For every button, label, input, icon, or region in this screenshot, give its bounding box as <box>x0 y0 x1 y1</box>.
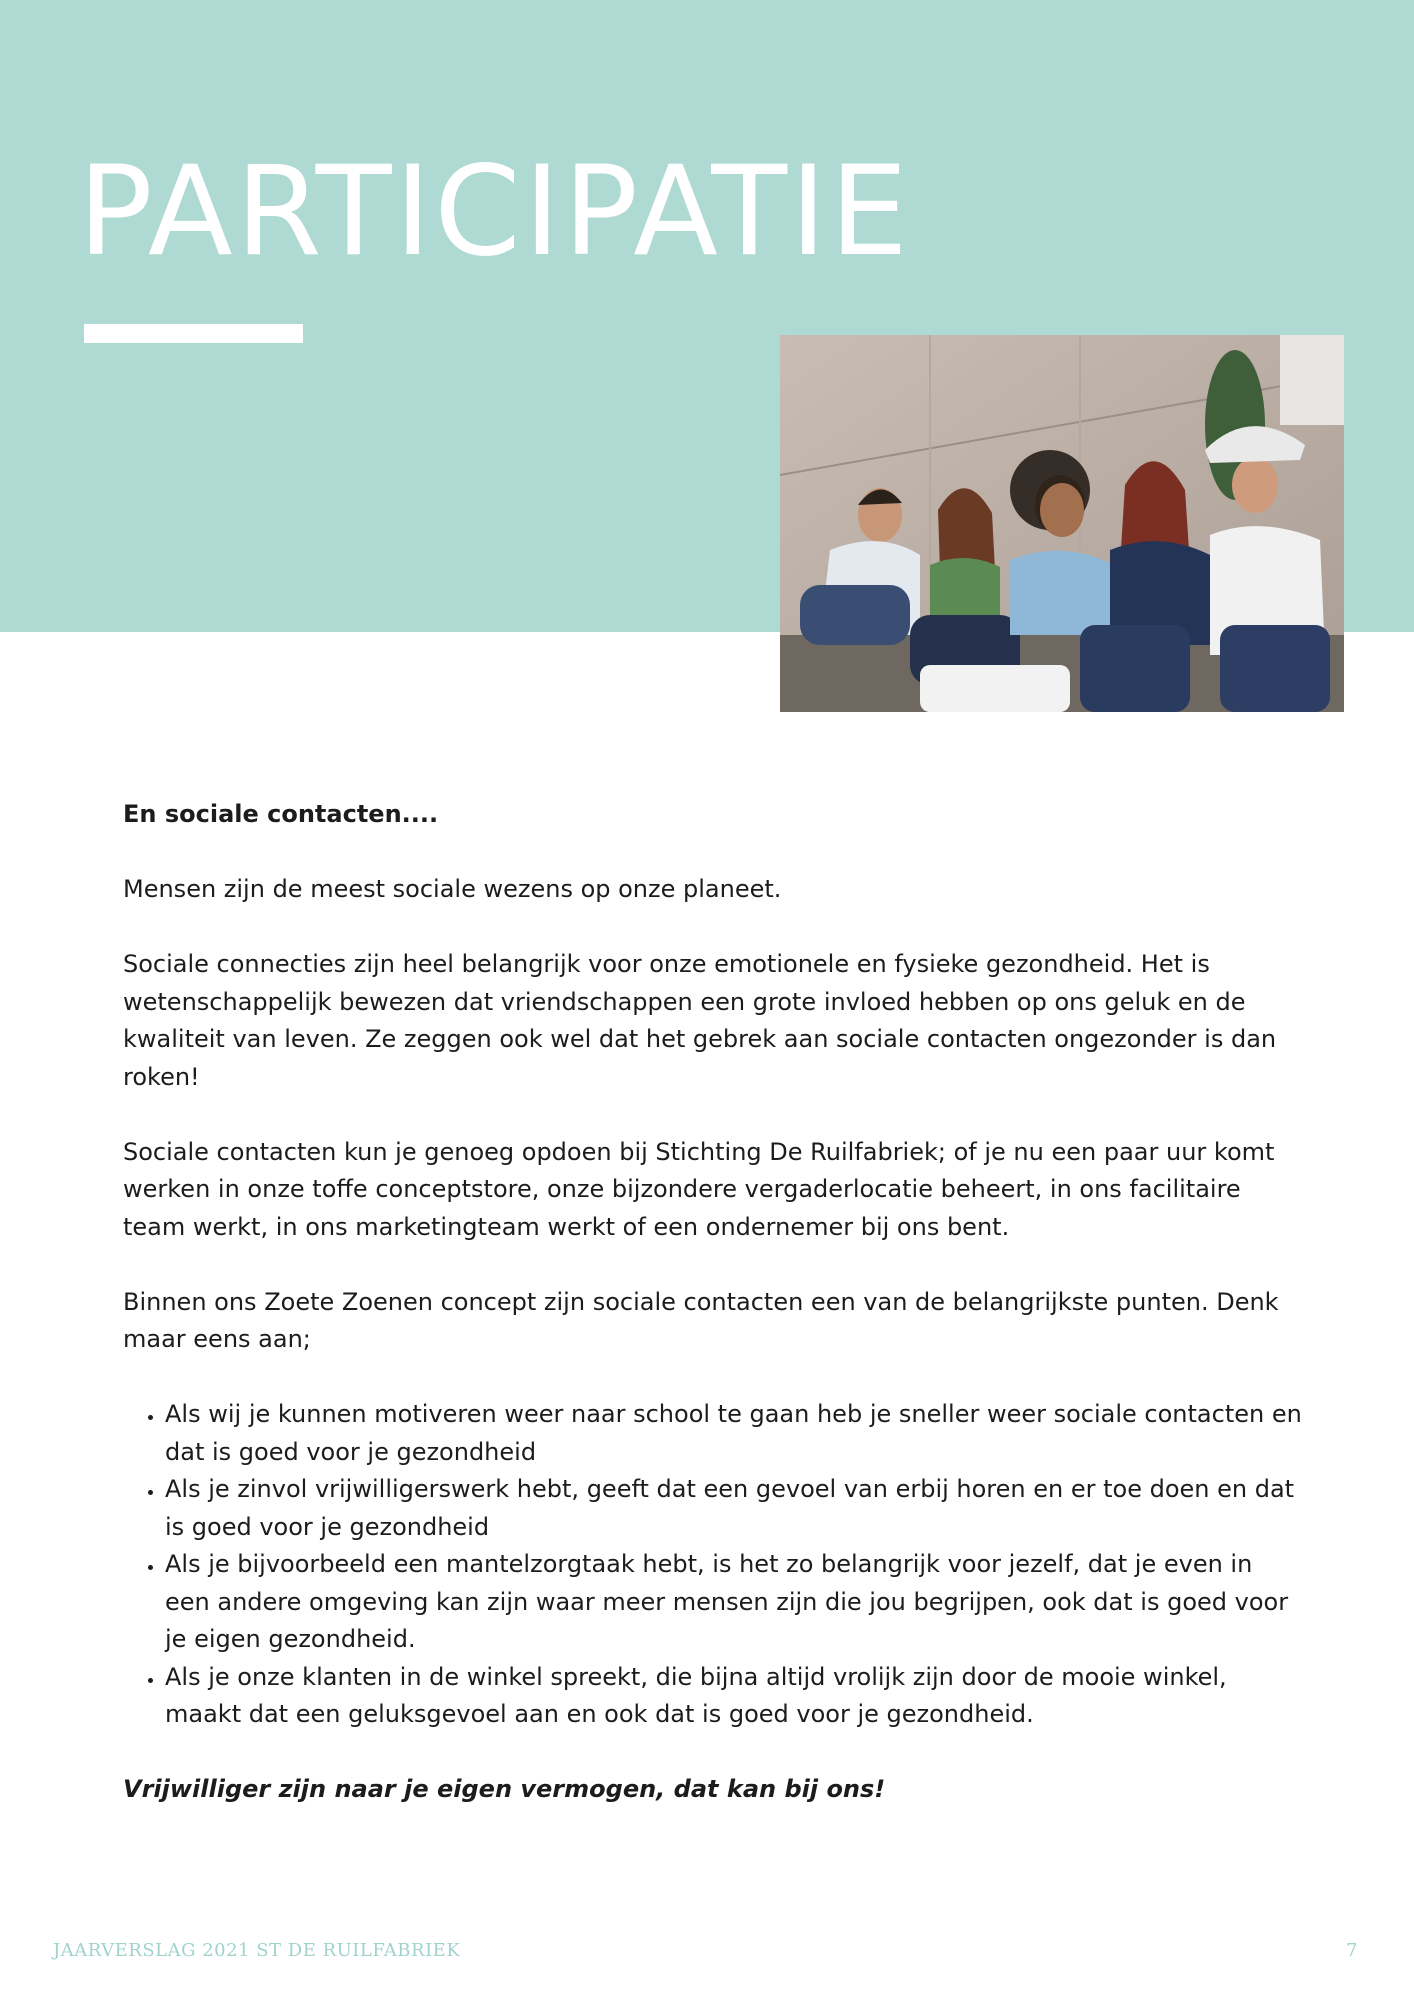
list-item: • Als je bijvoorbeeld een mantelzorgtaak hebt, is het zo belangrijk voor jezelf, dat je even in een andere omgeving kan zijn waar meer mensen zijn die jou begrijpen, ook dat is goed voor je eigen gezondheid. <box>165 1546 1303 1659</box>
list-item: • Als je zinvol vrijwilligerswerk hebt, geeft dat een gevoel van erbij horen en er toe doen en dat is goed voor je gezondheid <box>165 1471 1303 1546</box>
footer-title: JAARVERSLAG 2021 ST DE RUILFABRIEK <box>53 1940 461 1961</box>
title-underline <box>84 324 303 343</box>
paragraph: Sociale contacten kun je genoeg opdoen bij Stichting De Ruilfabriek; of je nu een paar uur komt werken in onze toffe conceptstore, onze bijzondere vergaderlocatie beheert, in ons facilitaire team werkt, in ons marketingteam werkt of een ondernemer bij ons bent. <box>123 1137 1275 1241</box>
group-photo <box>780 335 1344 712</box>
bullet-list <box>123 1396 1303 1734</box>
list-item: • Als wij je kunnen motiveren weer naar school te gaan heb je sneller weer sociale contacten en dat is goed voor je gezondheid <box>165 1396 1303 1471</box>
paragraph: Binnen ons Zoete Zoenen concept zijn sociale contacten een van de belangrijkste punten. Denk maar eens aan; <box>123 1287 1279 1353</box>
page-number: 7 <box>1346 1940 1358 1961</box>
body-text <box>123 796 1303 1846</box>
list-item: • Als je onze klanten in de winkel spreekt, die bijna altijd vrolijk zijn door de mooie winkel, maakt dat een geluksgevoel aan en ook dat is goed voor je gezondheid. <box>165 1659 1303 1734</box>
paragraph: Mensen zijn de meest sociale wezens op onze planeet. <box>123 875 782 903</box>
intro-heading: En sociale contacten.... <box>123 800 439 828</box>
page-title: PARTICIPATIE <box>78 140 911 284</box>
closing-statement: Vrijwilliger zijn naar je eigen vermogen, dat kan bij ons! <box>123 1775 886 1803</box>
paragraph: Sociale connecties zijn heel belangrijk voor onze emotionele en fysieke gezondheid. Het is wetenschappelijk bewezen dat vriendschappen een grote invloed hebben op ons geluk en de kwaliteit van leven. Ze zeggen ook wel dat het gebrek aan sociale contacten ongezonder is dan roken! <box>123 950 1277 1091</box>
